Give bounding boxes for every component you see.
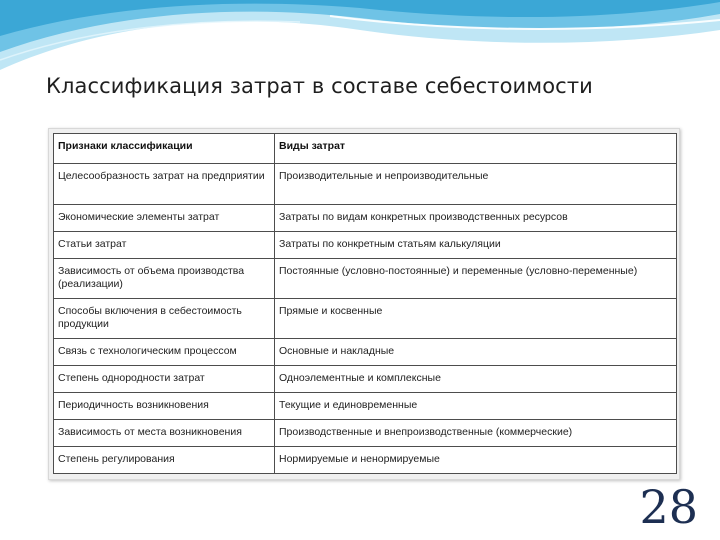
criteria-cell: Целесообразность затрат на предприятии (54, 164, 275, 205)
cost-type-cell: Одноэлементные и комплексные (275, 366, 677, 393)
cost-type-cell: Прямые и косвенные (275, 299, 677, 339)
table-row (54, 393, 677, 420)
table-row (54, 232, 677, 259)
classification-table (53, 133, 677, 474)
table-row (54, 164, 677, 205)
table-row (54, 205, 677, 232)
cost-type-cell: Текущие и единовременные (275, 393, 677, 420)
page-number: 28 (639, 480, 698, 534)
criteria-cell: Связь с технологическим процессом (54, 339, 275, 366)
cost-type-cell: Нормируемые и ненормируемые (275, 447, 677, 474)
table-row (54, 299, 677, 339)
cost-type-cell: Основные и накладные (275, 339, 677, 366)
cost-type-cell: Производительные и непроизводительные (275, 164, 677, 205)
table-row (54, 339, 677, 366)
criteria-cell: Зависимость от объема производства (реализации) (54, 259, 275, 299)
cost-type-cell: Производственные и внепроизводственные (коммерческие) (275, 420, 677, 447)
header-classification-criteria: Признаки классификации (54, 134, 275, 164)
classification-table-frame (48, 128, 680, 480)
table-row (54, 366, 677, 393)
criteria-cell: Экономические элементы затрат (54, 205, 275, 232)
criteria-cell: Степень регулирования (54, 447, 275, 474)
header-cost-types: Виды затрат (275, 134, 677, 164)
slide-title: Классификация затрат в составе себестоимости (46, 74, 593, 98)
cost-type-cell: Затраты по видам конкретных производственных ресурсов (275, 205, 677, 232)
criteria-cell: Зависимость от места возникновения (54, 420, 275, 447)
criteria-cell: Статьи затрат (54, 232, 275, 259)
table-row (54, 259, 677, 299)
criteria-cell: Периодичность возникновения (54, 393, 275, 420)
criteria-cell: Степень однородности затрат (54, 366, 275, 393)
table-header-row (54, 134, 677, 164)
criteria-cell: Способы включения в себестоимость продукции (54, 299, 275, 339)
cost-type-cell: Постоянные (условно-постоянные) и переменные (условно-переменные) (275, 259, 677, 299)
table-row (54, 447, 677, 474)
table-row (54, 420, 677, 447)
cost-type-cell: Затраты по конкретным статьям калькуляции (275, 232, 677, 259)
